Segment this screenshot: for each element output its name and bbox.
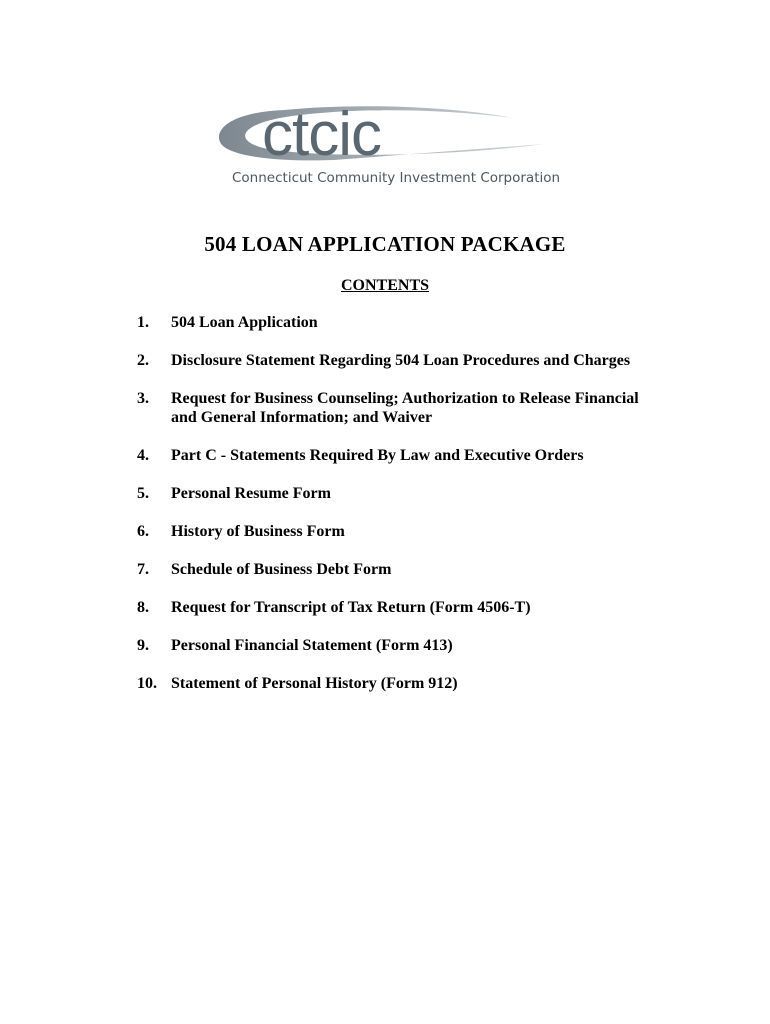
contents-item-number: 3. [137, 390, 149, 407]
contents-item-number: 5. [137, 485, 149, 502]
contents-item [137, 389, 657, 427]
contents-item-text: Part C - Statements Required By Law and Executive Orders [171, 447, 584, 464]
contents-item-number: 10. [137, 675, 157, 692]
contents-item-text: Disclosure Statement Regarding 504 Loan Procedures and Charges [171, 352, 631, 369]
contents-item [137, 636, 657, 655]
contents-item-number: 4. [137, 447, 149, 464]
contents-item [137, 484, 657, 503]
contents-item-text: History of Business Form [171, 523, 345, 540]
contents-item [137, 522, 657, 541]
contents-item [137, 598, 657, 617]
contents-item [137, 313, 657, 332]
contents-item-text: Personal Financial Statement (Form 413) [171, 637, 453, 654]
contents-item-number: 8. [137, 599, 149, 616]
contents-item-text: Schedule of Business Debt Form [171, 561, 392, 578]
contents-item-number: 1. [137, 314, 149, 331]
contents-item-text: 504 Loan Application [171, 314, 318, 331]
contents-item [137, 674, 657, 693]
document-title: 504 LOAN APPLICATION PACKAGE [204, 232, 566, 256]
contents-item-number: 2. [137, 352, 149, 369]
contents-item-number: 7. [137, 561, 149, 578]
contents-list [137, 313, 657, 712]
contents-item-text: Request for Transcript of Tax Return (Form 4506-T) [171, 599, 531, 616]
logo-wordmark: ctcic [262, 100, 381, 169]
contents-item-text: Statement of Personal History (Form 912) [171, 675, 458, 692]
ctcic-logo [214, 100, 561, 192]
logo-tagline: Connecticut Community Investment Corporation [232, 170, 561, 186]
contents-item-text: Request for Business Counseling; Authorization to Release Financial and General Information; and Waiver [171, 390, 639, 426]
contents-item [137, 560, 657, 579]
contents-item [137, 351, 657, 370]
contents-item [137, 446, 657, 465]
contents-item-number: 6. [137, 523, 149, 540]
contents-item-number: 9. [137, 637, 149, 654]
contents-item-text: Personal Resume Form [171, 485, 331, 502]
contents-heading: CONTENTS [340, 277, 430, 294]
